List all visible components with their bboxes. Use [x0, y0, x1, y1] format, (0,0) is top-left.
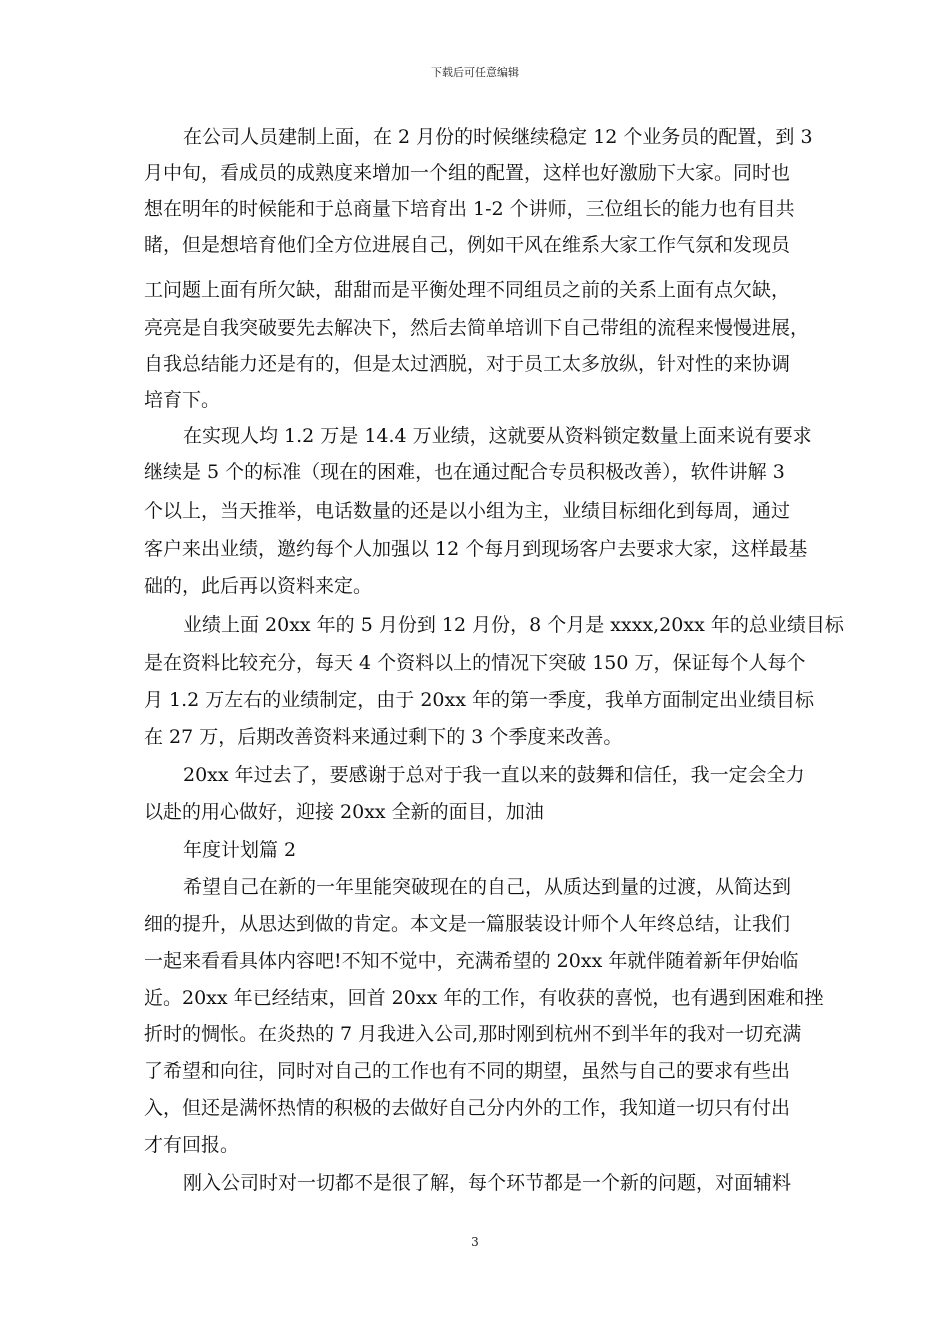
- text-line: 继续是 5 个的标准（现在的困难，也在通过配合专员积极改善），软件讲解 3: [144, 461, 785, 483]
- text-line: 在实现人均 1.2 万是 14.4 万业绩，这就要从资料锁定数量上面来说有要求: [183, 425, 812, 447]
- text-line: 以赴的用心做好，迎接 20xx 全新的面目，加油: [144, 801, 544, 823]
- text-line: 入，但还是满怀热情的积极的去做好自己分内外的工作，我知道一切只有付出: [144, 1097, 791, 1119]
- text-line: 希望自己在新的一年里能突破现在的自己，从质达到量的过渡，从简达到: [183, 876, 792, 898]
- text-line: 想在明年的时候能和于总商量下培育出 1-2 个讲师，三位组长的能力也有目共: [144, 198, 795, 220]
- text-line: 个以上，当天推举，电话数量的还是以小组为主，业绩目标细化到每周，通过: [144, 500, 791, 522]
- text-line: 了希望和向往，同时对自己的工作也有不同的期望，虽然与自己的要求有些出: [144, 1060, 791, 1082]
- page-header: 下载后可任意编辑: [431, 66, 519, 79]
- text-line: 业绩上面 20xx 年的 5 月份到 12 月份，8 个月是 xxxx,20xx 年的总业绩目标: [183, 614, 844, 636]
- text-line: 在 27 万，后期改善资料来通过剩下的 3 个季度来改善。: [144, 726, 623, 748]
- section-heading: 年度计划篇 2: [183, 839, 297, 861]
- text-line: 细的提升，从思达到做的肯定。本文是一篇服装设计师个人年终总结，让我们: [144, 913, 791, 935]
- text-line: 一起来看看具体内容吧!不知不觉中，充满希望的 20xx 年就伴随着新年伊始临: [144, 950, 799, 972]
- text-line: 20xx 年过去了，要感谢于总对于我一直以来的鼓舞和信任，我一定会全力: [183, 764, 805, 786]
- text-line: 工问题上面有所欠缺，甜甜而是平衡处理不同组员之前的关系上面有点欠缺，: [144, 279, 791, 301]
- page-number: 3: [471, 1235, 479, 1249]
- text-line: 客户来出业绩，邀约每个人加强以 12 个每月到现场客户去要求大家，这样最基: [144, 538, 808, 560]
- text-line: 在公司人员建制上面，在 2 月份的时候继续稳定 12 个业务员的配置，到 3: [183, 126, 813, 148]
- text-line: 自我总结能力还是有的，但是太过洒脱，对于员工太多放纵，针对性的来协调: [144, 353, 791, 375]
- text-line: 睹，但是想培育他们全方位进展自己，例如干风在维系大家工作气氛和发现员: [144, 234, 791, 256]
- text-line: 是在资料比较充分，每天 4 个资料以上的情况下突破 150 万，保证每个人每个: [144, 652, 806, 674]
- text-line: 才有回报。: [144, 1134, 240, 1156]
- text-line: 培育下。: [144, 389, 221, 411]
- text-line: 近。20xx 年已经结束，回首 20xx 年的工作，有收获的喜悦，也有遇到困难和挫: [144, 987, 824, 1009]
- text-line: 刚入公司时对一切都不是很了解，每个环节都是一个新的问题，对面辅料: [183, 1172, 792, 1194]
- text-line: 月 1.2 万左右的业绩制定，由于 20xx 年的第一季度，我单方面制定出业绩目标: [144, 689, 814, 711]
- text-line: 折时的惆怅。在炎热的 7 月我进入公司,那时刚到杭州不到半年的我对一切充满: [144, 1023, 802, 1045]
- text-line: 础的，此后再以资料来定。: [144, 575, 373, 597]
- text-line: 亮亮是自我突破要先去解决下，然后去简单培训下自己带组的流程来慢慢进展，: [144, 317, 810, 339]
- text-line: 月中旬，看成员的成熟度来增加一个组的配置，这样也好激励下大家。同时也: [144, 162, 791, 184]
